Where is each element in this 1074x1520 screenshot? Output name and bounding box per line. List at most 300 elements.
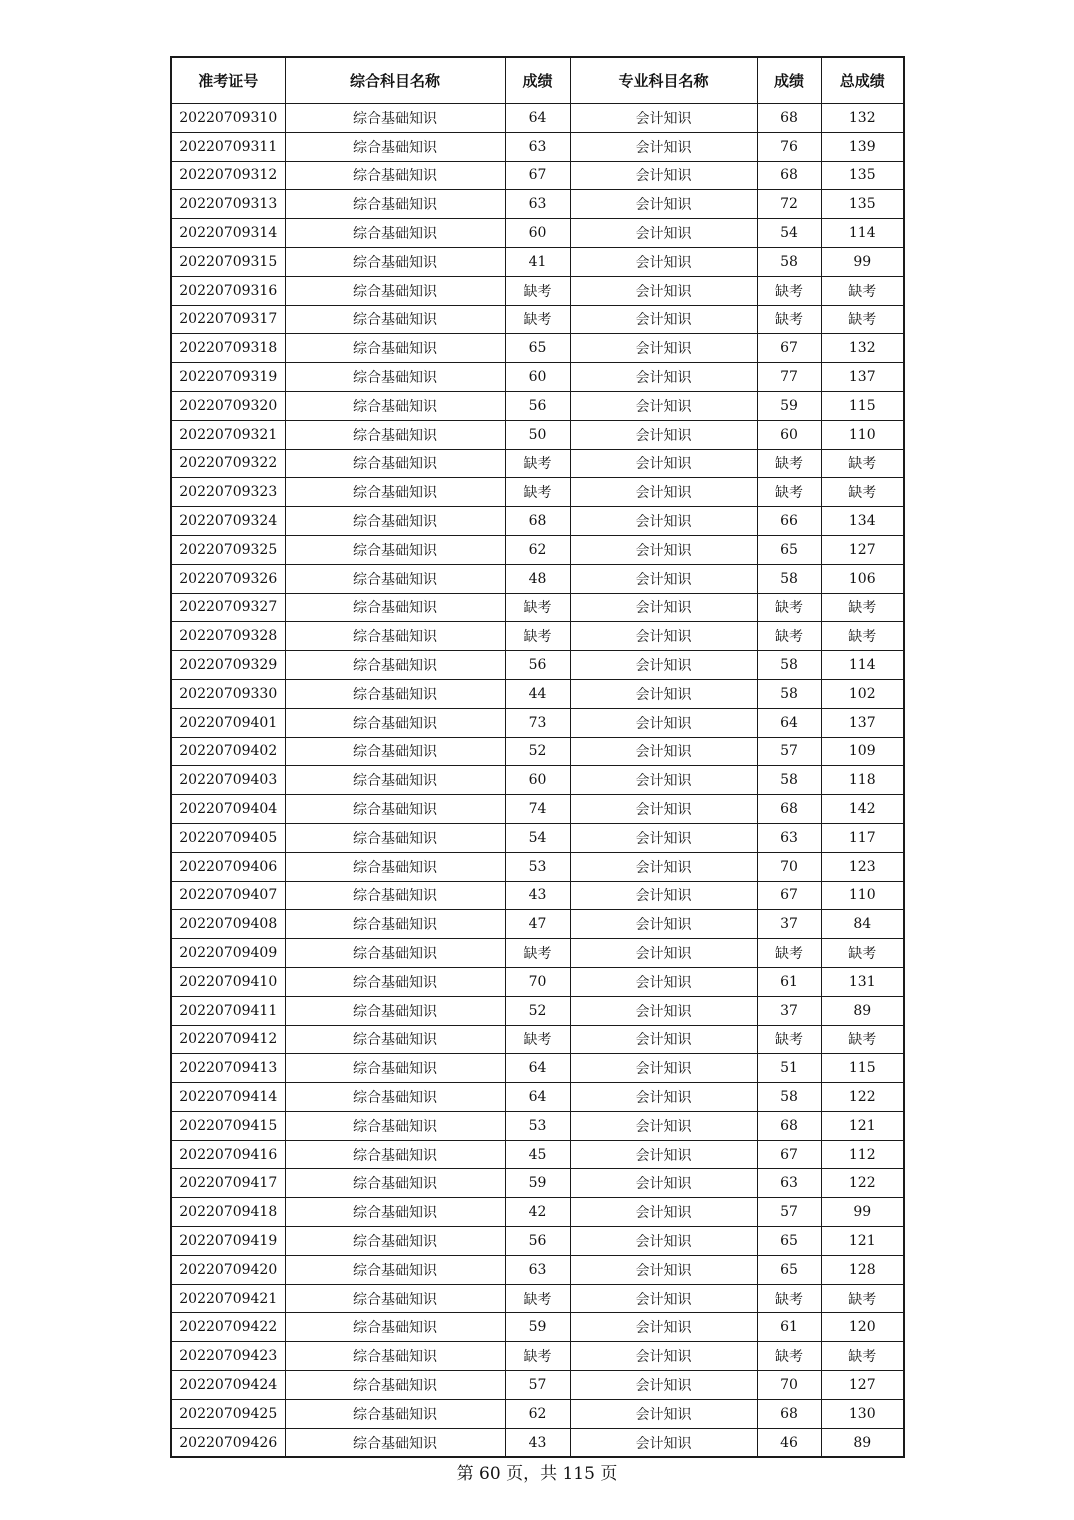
total-score-cell: 缺考 [821, 305, 904, 334]
exam-id-cell: 20220709315 [171, 247, 285, 276]
major-score-cell: 51 [757, 1054, 821, 1083]
general-score-cell: 44 [505, 679, 570, 708]
major-subject-cell: 会计知识 [570, 795, 757, 824]
exam-id-cell: 20220709319 [171, 363, 285, 392]
total-score-cell: 137 [821, 363, 904, 392]
total-score-cell: 132 [821, 334, 904, 363]
exam-id-cell: 20220709316 [171, 276, 285, 305]
major-score-cell: 67 [757, 334, 821, 363]
major-subject-cell: 会计知识 [570, 1313, 757, 1342]
exam-id-cell: 20220709411 [171, 996, 285, 1025]
major-subject-cell: 会计知识 [570, 190, 757, 219]
general-score-cell: 50 [505, 420, 570, 449]
general-score-cell: 54 [505, 823, 570, 852]
major-subject-cell: 会计知识 [570, 708, 757, 737]
major-subject-cell: 会计知识 [570, 334, 757, 363]
major-subject-cell: 会计知识 [570, 478, 757, 507]
major-score-cell: 68 [757, 1399, 821, 1428]
general-subject-cell: 综合基础知识 [285, 1428, 505, 1457]
major-subject-cell: 会计知识 [570, 1342, 757, 1371]
header-general-subject: 综合科目名称 [285, 57, 505, 104]
table-row [171, 651, 904, 680]
total-score-cell: 缺考 [821, 478, 904, 507]
general-subject-cell: 综合基础知识 [285, 161, 505, 190]
exam-id-cell: 20220709417 [171, 1169, 285, 1198]
exam-id-cell: 20220709321 [171, 420, 285, 449]
table-row [171, 967, 904, 996]
major-score-cell: 67 [757, 1140, 821, 1169]
exam-id-cell: 20220709404 [171, 795, 285, 824]
total-score-cell: 121 [821, 1227, 904, 1256]
total-score-cell: 114 [821, 651, 904, 680]
major-subject-cell: 会计知识 [570, 507, 757, 536]
general-subject-cell: 综合基础知识 [285, 1255, 505, 1284]
major-score-cell: 65 [757, 1255, 821, 1284]
major-score-cell: 68 [757, 795, 821, 824]
major-score-cell: 缺考 [757, 1284, 821, 1313]
general-score-cell: 缺考 [505, 1284, 570, 1313]
general-score-cell: 64 [505, 1054, 570, 1083]
exam-id-cell: 20220709418 [171, 1198, 285, 1227]
general-subject-cell: 综合基础知识 [285, 651, 505, 680]
exam-id-cell: 20220709401 [171, 708, 285, 737]
table-row [171, 507, 904, 536]
major-score-cell: 68 [757, 104, 821, 133]
total-score-cell: 缺考 [821, 276, 904, 305]
table-row [171, 190, 904, 219]
major-subject-cell: 会计知识 [570, 1371, 757, 1400]
table-row [171, 1255, 904, 1284]
general-score-cell: 65 [505, 334, 570, 363]
general-subject-cell: 综合基础知识 [285, 132, 505, 161]
exam-id-cell: 20220709323 [171, 478, 285, 507]
major-score-cell: 缺考 [757, 449, 821, 478]
exam-id-cell: 20220709312 [171, 161, 285, 190]
total-score-cell: 128 [821, 1255, 904, 1284]
exam-id-cell: 20220709421 [171, 1284, 285, 1313]
major-subject-cell: 会计知识 [570, 305, 757, 334]
major-score-cell: 缺考 [757, 939, 821, 968]
major-subject-cell: 会计知识 [570, 247, 757, 276]
table-row [171, 363, 904, 392]
general-subject-cell: 综合基础知识 [285, 622, 505, 651]
general-score-cell: 52 [505, 737, 570, 766]
general-score-cell: 60 [505, 766, 570, 795]
major-score-cell: 58 [757, 766, 821, 795]
general-score-cell: 62 [505, 1399, 570, 1428]
table-row [171, 535, 904, 564]
general-subject-cell: 综合基础知识 [285, 1342, 505, 1371]
table-row [171, 276, 904, 305]
major-score-cell: 66 [757, 507, 821, 536]
total-score-cell: 131 [821, 967, 904, 996]
total-score-cell: 89 [821, 996, 904, 1025]
major-score-cell: 70 [757, 1371, 821, 1400]
table-row [171, 478, 904, 507]
table-row [171, 104, 904, 133]
table-row [171, 852, 904, 881]
major-score-cell: 缺考 [757, 593, 821, 622]
general-score-cell: 63 [505, 190, 570, 219]
general-score-cell: 64 [505, 104, 570, 133]
general-score-cell: 68 [505, 507, 570, 536]
total-score-cell: 112 [821, 1140, 904, 1169]
table-row [171, 996, 904, 1025]
major-subject-cell: 会计知识 [570, 132, 757, 161]
major-subject-cell: 会计知识 [570, 1083, 757, 1112]
exam-id-cell: 20220709425 [171, 1399, 285, 1428]
exam-id-cell: 20220709314 [171, 219, 285, 248]
general-subject-cell: 综合基础知识 [285, 910, 505, 939]
exam-id-cell: 20220709320 [171, 391, 285, 420]
table-row [171, 1342, 904, 1371]
general-score-cell: 62 [505, 535, 570, 564]
exam-id-cell: 20220709419 [171, 1227, 285, 1256]
major-subject-cell: 会计知识 [570, 967, 757, 996]
exam-id-cell: 20220709311 [171, 132, 285, 161]
table-row [171, 449, 904, 478]
total-score-cell: 缺考 [821, 622, 904, 651]
general-subject-cell: 综合基础知识 [285, 564, 505, 593]
total-score-cell: 109 [821, 737, 904, 766]
table-row [171, 564, 904, 593]
general-score-cell: 47 [505, 910, 570, 939]
exam-id-cell: 20220709324 [171, 507, 285, 536]
general-subject-cell: 综合基础知识 [285, 478, 505, 507]
major-score-cell: 65 [757, 535, 821, 564]
table-row [171, 622, 904, 651]
total-score-cell: 缺考 [821, 593, 904, 622]
major-subject-cell: 会计知识 [570, 1284, 757, 1313]
general-subject-cell: 综合基础知识 [285, 1284, 505, 1313]
exam-id-cell: 20220709318 [171, 334, 285, 363]
general-score-cell: 缺考 [505, 939, 570, 968]
table-row [171, 1169, 904, 1198]
major-subject-cell: 会计知识 [570, 996, 757, 1025]
table-row [171, 1399, 904, 1428]
total-score-cell: 缺考 [821, 1284, 904, 1313]
major-subject-cell: 会计知识 [570, 535, 757, 564]
exam-id-cell: 20220709423 [171, 1342, 285, 1371]
major-subject-cell: 会计知识 [570, 363, 757, 392]
total-score-cell: 139 [821, 132, 904, 161]
table-row [171, 132, 904, 161]
score-sheet [170, 56, 903, 1458]
header-major-subject: 专业科目名称 [570, 57, 757, 104]
major-score-cell: 缺考 [757, 305, 821, 334]
major-subject-cell: 会计知识 [570, 823, 757, 852]
general-subject-cell: 综合基础知识 [285, 449, 505, 478]
total-score-cell: 122 [821, 1169, 904, 1198]
exam-id-cell: 20220709410 [171, 967, 285, 996]
major-score-cell: 68 [757, 161, 821, 190]
general-score-cell: 60 [505, 219, 570, 248]
table-row [171, 1371, 904, 1400]
table-row [171, 766, 904, 795]
major-score-cell: 67 [757, 881, 821, 910]
exam-id-cell: 20220709310 [171, 104, 285, 133]
general-score-cell: 56 [505, 651, 570, 680]
general-subject-cell: 综合基础知识 [285, 535, 505, 564]
exam-id-cell: 20220709403 [171, 766, 285, 795]
major-score-cell: 缺考 [757, 1342, 821, 1371]
major-subject-cell: 会计知识 [570, 910, 757, 939]
exam-id-cell: 20220709325 [171, 535, 285, 564]
general-subject-cell: 综合基础知识 [285, 795, 505, 824]
table-row [171, 1428, 904, 1457]
major-subject-cell: 会计知识 [570, 1025, 757, 1054]
major-subject-cell: 会计知识 [570, 219, 757, 248]
table-row [171, 737, 904, 766]
major-score-cell: 70 [757, 852, 821, 881]
major-subject-cell: 会计知识 [570, 737, 757, 766]
major-score-cell: 37 [757, 996, 821, 1025]
general-subject-cell: 综合基础知识 [285, 1111, 505, 1140]
general-subject-cell: 综合基础知识 [285, 190, 505, 219]
major-score-cell: 缺考 [757, 1025, 821, 1054]
total-score-cell: 122 [821, 1083, 904, 1112]
exam-id-cell: 20220709406 [171, 852, 285, 881]
total-score-cell: 84 [821, 910, 904, 939]
general-subject-cell: 综合基础知识 [285, 708, 505, 737]
major-subject-cell: 会计知识 [570, 881, 757, 910]
major-subject-cell: 会计知识 [570, 622, 757, 651]
major-score-cell: 57 [757, 1198, 821, 1227]
general-subject-cell: 综合基础知识 [285, 363, 505, 392]
total-score-cell: 134 [821, 507, 904, 536]
general-subject-cell: 综合基础知识 [285, 823, 505, 852]
exam-id-cell: 20220709426 [171, 1428, 285, 1457]
general-score-cell: 缺考 [505, 449, 570, 478]
exam-id-cell: 20220709402 [171, 737, 285, 766]
table-row [171, 1140, 904, 1169]
general-score-cell: 67 [505, 161, 570, 190]
general-subject-cell: 综合基础知识 [285, 391, 505, 420]
general-subject-cell: 综合基础知识 [285, 104, 505, 133]
general-score-cell: 缺考 [505, 593, 570, 622]
table-row [171, 1025, 904, 1054]
total-score-cell: 127 [821, 535, 904, 564]
general-score-cell: 53 [505, 1111, 570, 1140]
total-score-cell: 120 [821, 1313, 904, 1342]
exam-id-cell: 20220709413 [171, 1054, 285, 1083]
major-subject-cell: 会计知识 [570, 679, 757, 708]
general-subject-cell: 综合基础知识 [285, 1054, 505, 1083]
table-row [171, 305, 904, 334]
major-score-cell: 63 [757, 1169, 821, 1198]
total-score-cell: 132 [821, 104, 904, 133]
general-score-cell: 56 [505, 1227, 570, 1256]
major-subject-cell: 会计知识 [570, 1399, 757, 1428]
major-subject-cell: 会计知识 [570, 1169, 757, 1198]
page-footer: 第 60 页，共 115 页 [456, 1464, 618, 1484]
major-subject-cell: 会计知识 [570, 161, 757, 190]
general-score-cell: 缺考 [505, 305, 570, 334]
general-subject-cell: 综合基础知识 [285, 420, 505, 449]
major-score-cell: 68 [757, 1111, 821, 1140]
table-row [171, 910, 904, 939]
exam-id-cell: 20220709424 [171, 1371, 285, 1400]
table-row [171, 247, 904, 276]
major-subject-cell: 会计知识 [570, 852, 757, 881]
major-score-cell: 65 [757, 1227, 821, 1256]
total-score-cell: 118 [821, 766, 904, 795]
total-score-cell: 缺考 [821, 1342, 904, 1371]
major-score-cell: 缺考 [757, 622, 821, 651]
table-body [171, 104, 904, 1458]
general-subject-cell: 综合基础知识 [285, 1313, 505, 1342]
major-subject-cell: 会计知识 [570, 391, 757, 420]
major-subject-cell: 会计知识 [570, 1054, 757, 1083]
general-subject-cell: 综合基础知识 [285, 939, 505, 968]
general-subject-cell: 综合基础知识 [285, 766, 505, 795]
major-subject-cell: 会计知识 [570, 420, 757, 449]
general-subject-cell: 综合基础知识 [285, 507, 505, 536]
total-score-cell: 99 [821, 247, 904, 276]
major-score-cell: 59 [757, 391, 821, 420]
general-subject-cell: 综合基础知识 [285, 1025, 505, 1054]
total-score-cell: 106 [821, 564, 904, 593]
major-score-cell: 61 [757, 1313, 821, 1342]
total-score-cell: 127 [821, 1371, 904, 1400]
total-score-cell: 110 [821, 881, 904, 910]
total-score-cell: 102 [821, 679, 904, 708]
major-score-cell: 54 [757, 219, 821, 248]
total-score-cell: 117 [821, 823, 904, 852]
general-score-cell: 41 [505, 247, 570, 276]
major-subject-cell: 会计知识 [570, 449, 757, 478]
exam-id-cell: 20220709408 [171, 910, 285, 939]
table-row [171, 1054, 904, 1083]
total-score-cell: 99 [821, 1198, 904, 1227]
header-general-score: 成绩 [505, 57, 570, 104]
exam-id-cell: 20220709420 [171, 1255, 285, 1284]
major-score-cell: 72 [757, 190, 821, 219]
total-score-cell: 135 [821, 190, 904, 219]
exam-id-cell: 20220709326 [171, 564, 285, 593]
general-subject-cell: 综合基础知识 [285, 996, 505, 1025]
major-subject-cell: 会计知识 [570, 1198, 757, 1227]
table-row [171, 593, 904, 622]
exam-id-cell: 20220709407 [171, 881, 285, 910]
exam-id-cell: 20220709409 [171, 939, 285, 968]
exam-id-cell: 20220709405 [171, 823, 285, 852]
major-score-cell: 58 [757, 679, 821, 708]
general-score-cell: 64 [505, 1083, 570, 1112]
exam-id-cell: 20220709330 [171, 679, 285, 708]
table-row [171, 161, 904, 190]
table-row [171, 708, 904, 737]
general-score-cell: 74 [505, 795, 570, 824]
exam-id-cell: 20220709327 [171, 593, 285, 622]
table-row [171, 939, 904, 968]
general-score-cell: 57 [505, 1371, 570, 1400]
general-subject-cell: 综合基础知识 [285, 967, 505, 996]
general-score-cell: 60 [505, 363, 570, 392]
major-subject-cell: 会计知识 [570, 939, 757, 968]
table-row [171, 334, 904, 363]
major-score-cell: 61 [757, 967, 821, 996]
general-score-cell: 53 [505, 852, 570, 881]
general-score-cell: 56 [505, 391, 570, 420]
general-subject-cell: 综合基础知识 [285, 305, 505, 334]
general-subject-cell: 综合基础知识 [285, 334, 505, 363]
total-score-cell: 137 [821, 708, 904, 737]
major-score-cell: 63 [757, 823, 821, 852]
major-score-cell: 58 [757, 247, 821, 276]
major-subject-cell: 会计知识 [570, 1255, 757, 1284]
major-score-cell: 缺考 [757, 276, 821, 305]
general-subject-cell: 综合基础知识 [285, 247, 505, 276]
total-score-cell: 142 [821, 795, 904, 824]
total-score-cell: 110 [821, 420, 904, 449]
major-score-cell: 64 [757, 708, 821, 737]
total-score-cell: 缺考 [821, 939, 904, 968]
total-score-cell: 115 [821, 1054, 904, 1083]
exam-id-cell: 20220709422 [171, 1313, 285, 1342]
exam-id-cell: 20220709328 [171, 622, 285, 651]
general-score-cell: 63 [505, 132, 570, 161]
table-row [171, 1083, 904, 1112]
total-score-cell: 121 [821, 1111, 904, 1140]
general-subject-cell: 综合基础知识 [285, 593, 505, 622]
general-score-cell: 缺考 [505, 478, 570, 507]
header-total-score: 总成绩 [821, 57, 904, 104]
total-score-cell: 115 [821, 391, 904, 420]
total-score-cell: 123 [821, 852, 904, 881]
major-subject-cell: 会计知识 [570, 1140, 757, 1169]
general-subject-cell: 综合基础知识 [285, 219, 505, 248]
general-subject-cell: 综合基础知识 [285, 881, 505, 910]
table-row [171, 881, 904, 910]
table-row [171, 420, 904, 449]
general-subject-cell: 综合基础知识 [285, 1169, 505, 1198]
total-score-cell: 114 [821, 219, 904, 248]
major-subject-cell: 会计知识 [570, 276, 757, 305]
general-score-cell: 缺考 [505, 1342, 570, 1371]
table-row [171, 795, 904, 824]
general-score-cell: 59 [505, 1313, 570, 1342]
general-score-cell: 缺考 [505, 276, 570, 305]
major-score-cell: 58 [757, 564, 821, 593]
table-row [171, 679, 904, 708]
table-row [171, 1111, 904, 1140]
general-score-cell: 59 [505, 1169, 570, 1198]
total-score-cell: 缺考 [821, 1025, 904, 1054]
general-score-cell: 52 [505, 996, 570, 1025]
table-row [171, 823, 904, 852]
table-row [171, 219, 904, 248]
general-score-cell: 缺考 [505, 622, 570, 651]
major-subject-cell: 会计知识 [570, 104, 757, 133]
major-score-cell: 46 [757, 1428, 821, 1457]
major-score-cell: 77 [757, 363, 821, 392]
general-score-cell: 63 [505, 1255, 570, 1284]
total-score-cell: 缺考 [821, 449, 904, 478]
general-score-cell: 43 [505, 1428, 570, 1457]
major-score-cell: 60 [757, 420, 821, 449]
general-subject-cell: 综合基础知识 [285, 1083, 505, 1112]
major-score-cell: 57 [757, 737, 821, 766]
header-exam-id: 准考证号 [171, 57, 285, 104]
total-score-cell: 130 [821, 1399, 904, 1428]
major-subject-cell: 会计知识 [570, 1428, 757, 1457]
table-row [171, 1227, 904, 1256]
major-score-cell: 58 [757, 651, 821, 680]
total-score-cell: 135 [821, 161, 904, 190]
general-score-cell: 48 [505, 564, 570, 593]
exam-id-cell: 20220709322 [171, 449, 285, 478]
